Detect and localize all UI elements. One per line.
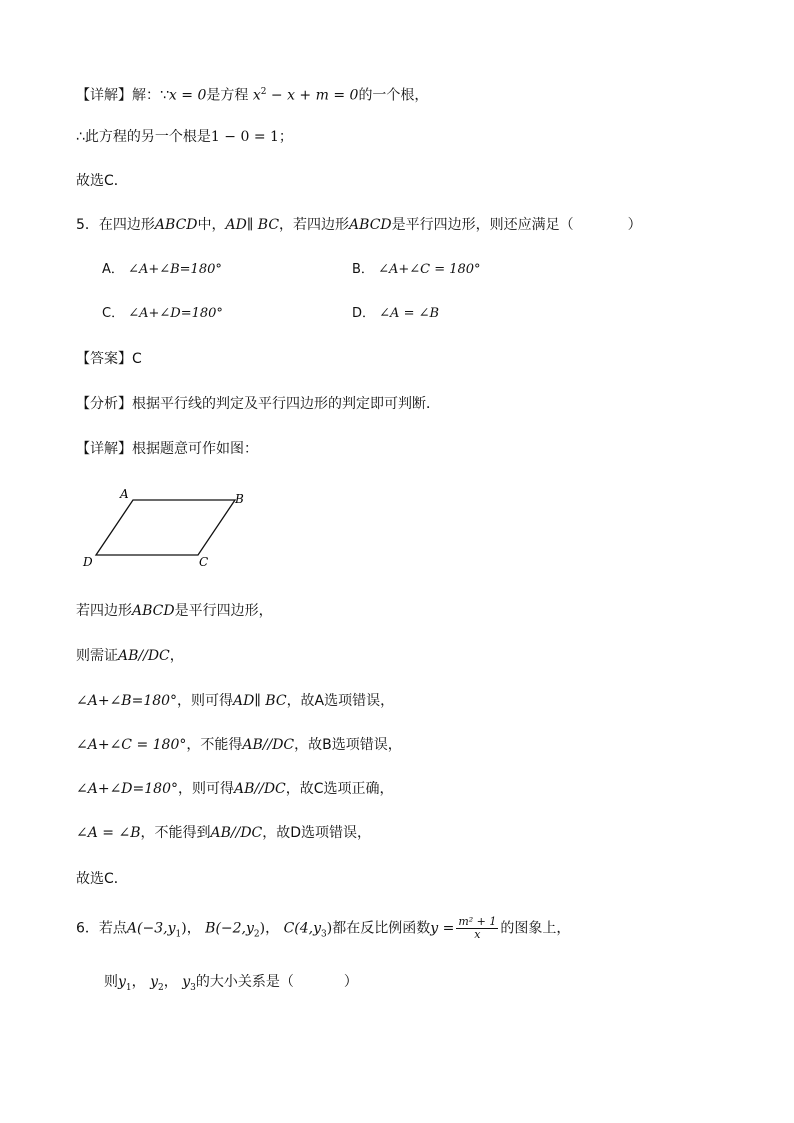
- option-d[interactable]: D． ∠A = ∠B: [352, 306, 440, 321]
- parallelogram-figure: [78, 484, 278, 574]
- analysis-tag: 【分析】: [76, 396, 132, 412]
- fraction: $\frac{\text{m² + 1}}{x}$: [458, 915, 497, 941]
- answer-line: [76, 349, 142, 369]
- reasoning-line-3: ∠A+∠B=180°，则可得AD∥ BC，故A选项错误，: [76, 693, 395, 709]
- reasoning-line-6: ∠A = ∠B，不能得到AB//DC，故D选项错误，: [76, 825, 372, 841]
- question-number: 5．: [76, 217, 99, 233]
- detail-line-3: 故选C．: [76, 173, 128, 189]
- reasoning-line-1: 若四边形ABCD是平行四边形，: [76, 603, 273, 619]
- question-6-stem: 6．若点$A(-3,y_1)$， $B(-2,y_2)$， $C(4,y_3)$都在反比例函数y = $\frac{\text{m² + 1}}{x}$ 的图象上，: [76, 915, 571, 941]
- detail-tag: 【详解】: [76, 441, 132, 457]
- detail-line-2: ∴此方程的另一个根是1 − 0 = 1；: [76, 129, 293, 145]
- answer-tag: 【答案】: [76, 351, 132, 367]
- vertex-label-d: D: [83, 555, 93, 569]
- analysis-line: 【分析】根据平行线的判定及平行四边形的判定即可判断．: [76, 396, 440, 412]
- option-c[interactable]: C． ∠A+∠D=180°: [102, 306, 223, 321]
- parallelogram-shape: [96, 500, 235, 555]
- detail-line-1: 【详解】解：∵x = 0是方程 $x^2 - x + m = 0$的一个根，: [76, 87, 429, 104]
- reasoning-line-5: ∠A+∠D=180°，则可得AB//DC，故C选项正确，: [76, 781, 394, 797]
- option-b[interactable]: B． ∠A+∠C = 180°: [352, 262, 481, 277]
- detail-tag: 【详解】: [76, 87, 132, 104]
- reasoning-line-4: ∠A+∠C = 180°，不能得AB//DC，故B选项错误，: [76, 737, 402, 753]
- vertex-label-a: A: [120, 487, 129, 501]
- question-number: 6．: [76, 920, 99, 937]
- reasoning-line-2: 则需证AB//DC，: [76, 648, 184, 664]
- option-a[interactable]: A． ∠A+∠B=180°: [102, 262, 222, 277]
- question-5-stem: 5．在四边形ABCD中，AD∥ BC，若四边形ABCD是平行四边形，则还应满足（ ）: [76, 217, 642, 233]
- answer-value: C: [132, 351, 142, 367]
- vertex-label-b: B: [235, 492, 244, 506]
- vertex-label-c: C: [199, 555, 209, 569]
- reasoning-line-7: 故选C．: [76, 871, 128, 887]
- question-6-line-2: 则$y_1$， $y_2$， $y_3$的大小关系是（ ）: [104, 974, 358, 993]
- detail-intro-line: 【详解】根据题意可作如图：: [76, 441, 258, 457]
